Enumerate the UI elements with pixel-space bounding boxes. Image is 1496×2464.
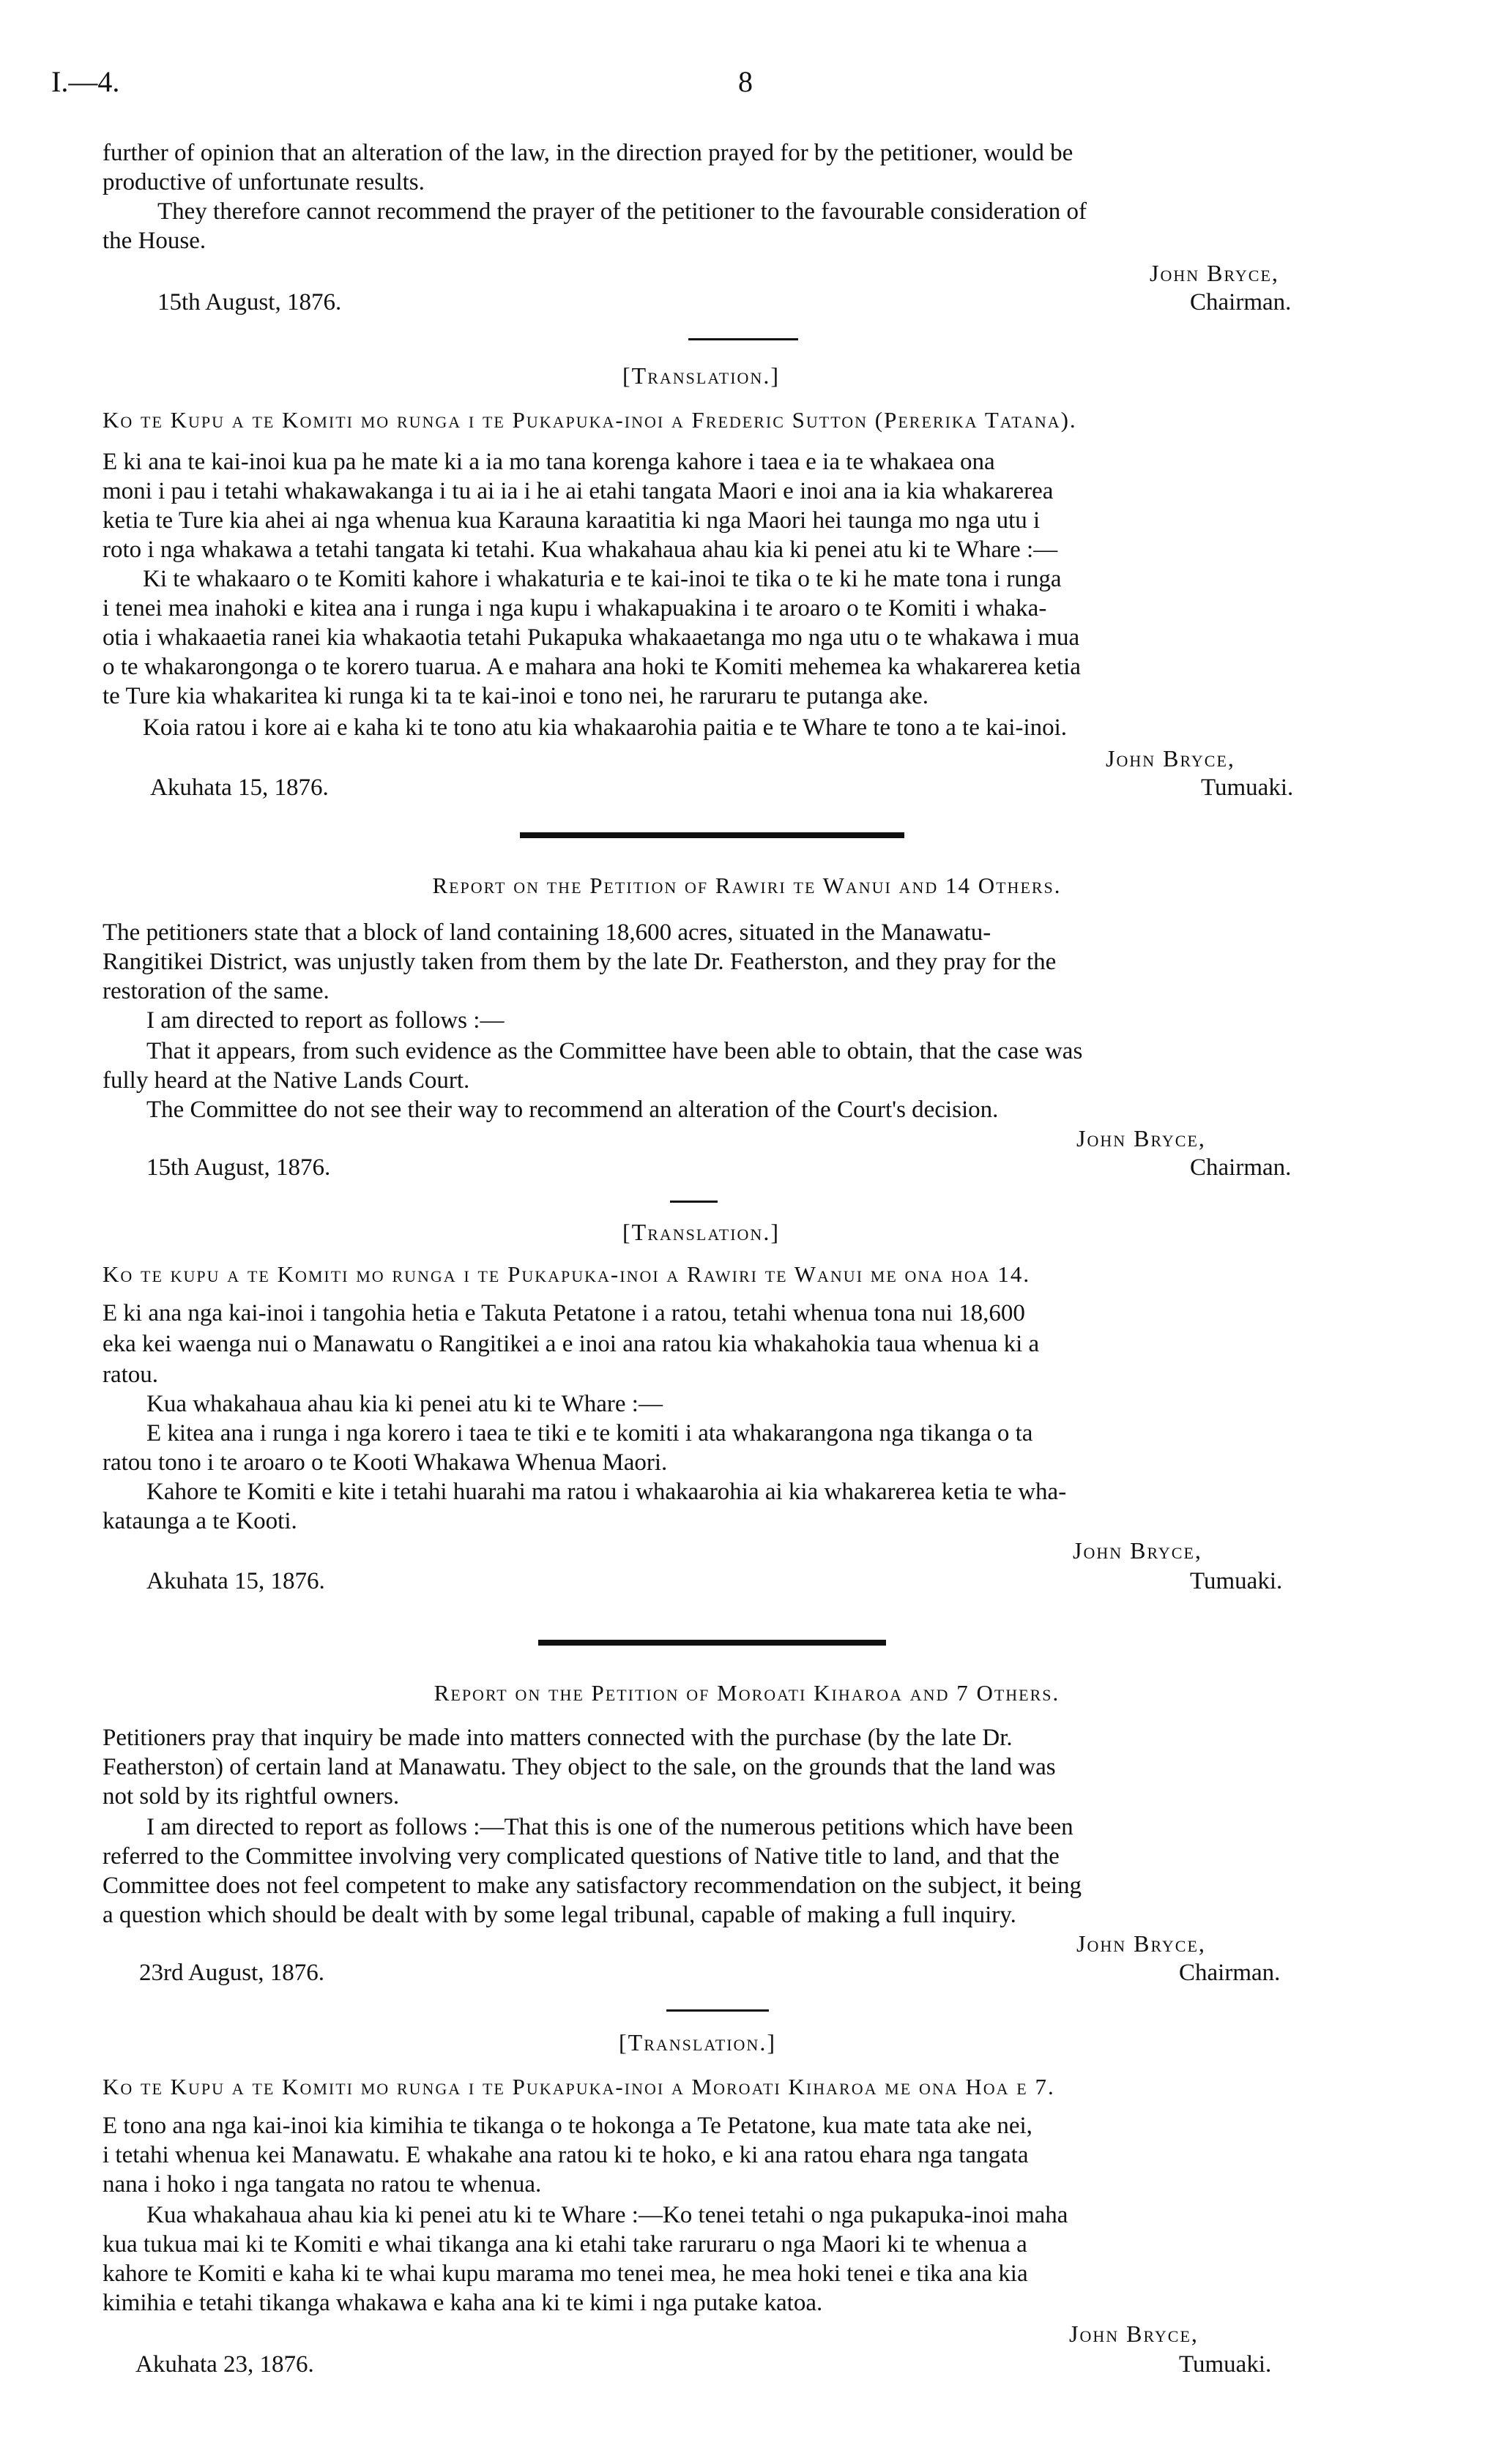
intro-line: further of opinion that an alteration of the law, in the direction prayed for by the petitioner, would be [103, 140, 1073, 166]
body-line: kimihia e tetahi tikanga whakawa e kaha ana ki te kimi i nga putake katoa. [103, 2290, 823, 2316]
body-line: referred to the Committee involving very complicated questions of Native title to land, and that the [103, 1843, 1060, 1870]
separator [670, 1201, 718, 1203]
body-line: restoration of the same. [103, 978, 330, 1004]
body-line: E ki ana te kai-inoi kua pa he mate ki a ia mo tana korenga kahore i taea e ia te whakaea ona [103, 449, 995, 475]
body-line: o te whakarongonga o te korero tuarua. A e mahara ana hoki te Komiti mehemea ka whakarerea ketia [103, 654, 1081, 680]
body-line: I am directed to report as follows :— [146, 1007, 505, 1034]
body-line: E kitea ana i runga i nga korero i taea te tiki e te komiti i ata whakarangona nga tikanga o ta [146, 1420, 1033, 1446]
body-line: kua tukua mai ki te Komiti e whai tikanga ana ki etahi take raruraru o nga Maori ki te whenua a [103, 2231, 1027, 2258]
page-ref: I.—4. [51, 65, 120, 98]
translation-label: [Translation.] [622, 1219, 780, 1245]
date: Akuhata 23, 1876. [135, 2351, 314, 2378]
body-line: E ki ana nga kai-inoi i tangohia hetia e Takuta Petatone i a ratou, tetahi whenua tona nui 18,600 [103, 1300, 1025, 1326]
signature-role: Tumuaki. [1179, 2351, 1272, 2378]
separator [666, 2009, 769, 2012]
signature: John Bryce, [1076, 1930, 1206, 1957]
body-line: moni i pau i tetahi whakawakanga i tu ai ia i he ai etahi tangata Maori e inoi ana ia kia whakarerea [103, 478, 1054, 504]
body-line: Petitioners pray that inquiry be made into matters connected with the purchase (by the late Dr. [103, 1725, 1013, 1751]
body-line: roto i nga whakawa a tetahi tangata ki tetahi. Kua whakahaua ahau kia ki penei atu ki te Whare :— [103, 537, 1058, 563]
signature: John Bryce, [1076, 1125, 1206, 1151]
signature: John Bryce, [1069, 2321, 1199, 2347]
separator [688, 338, 798, 340]
date: Akuhata 15, 1876. [146, 1568, 325, 1594]
body-line: nana i hoko i nga tangata no ratou te whenua. [103, 2171, 542, 2198]
body-line: fully heard at the Native Lands Court. [103, 1067, 470, 1094]
body-line: i tenei mea inahoki e kitea ana i runga i nga kupu i whakapuakina i te aroaro o te Komiti i whaka- [103, 595, 1047, 621]
translation-label: [Translation.] [622, 362, 780, 389]
body-line: a question which should be dealt with by some legal tribunal, capable of making a full inquiry. [103, 1902, 1016, 1928]
section-heading: Ko te Kupu a te Komiti mo runga i te Pukapuka-inoi a Moroati Kiharoa me ona Hoa e 7. [103, 2074, 1055, 2099]
section-heading: Ko te kupu a te Komiti mo runga i te Pukapuka-inoi a Rawiri te Wanui me ona hoa 14. [103, 1261, 1031, 1287]
body-line: kahore te Komiti e kaha ki te whai kupu marama mo tenei mea, he mea hoki tenei e tika ana kia [103, 2260, 1028, 2287]
page-number: 8 [738, 65, 753, 98]
body-line: That it appears, from such evidence as the Committee have been able to obtain, that the case was [146, 1038, 1083, 1064]
signature-role: Tumuaki. [1201, 774, 1294, 801]
date: 23rd August, 1876. [139, 1960, 325, 1986]
section-heading: Report on the Petition of Moroati Kiharoa and 7 Others. [433, 1680, 1060, 1706]
section-heading: Report on the Petition of Rawiri te Wanui and 14 Others. [432, 873, 1062, 898]
date: 15th August, 1876. [157, 289, 342, 316]
section-divider [538, 1640, 886, 1646]
body-line: Committee does not feel competent to make any satisfactory recommendation on the subject, it being [103, 1873, 1082, 1899]
body-line: ketia te Ture kia ahei ai nga whenua kua Karauna karaatitia ki nga Maori hei taunga mo nga utu i [103, 507, 1041, 534]
body-line: Kahore te Komiti e kite i tetahi huarahi ma ratou i whakaarohia ai kia whakarerea ketia te wha- [146, 1479, 1067, 1505]
body-line: te Ture kia whakaritea ki runga ki ta te kai-inoi e tono nei, he raruraru te putanga ake. [103, 683, 929, 709]
body-line: Kua whakahaua ahau kia ki penei atu ki te Whare :—Ko tenei tetahi o nga pukapuka-inoi maha [146, 2202, 1068, 2228]
date: Akuhata 15, 1876. [150, 774, 329, 801]
body-line: Rangitikei District, was unjustly taken from them by the late Dr. Featherston, and they pray for the [103, 949, 1057, 975]
body-line: The Committee do not see their way to recommend an alteration of the Court's decision. [146, 1097, 999, 1123]
intro-line: the House. [103, 228, 206, 254]
body-line: I am directed to report as follows :—That this is one of the numerous petitions which have been [146, 1814, 1073, 1840]
body-line: Kua whakahaua ahau kia ki penei atu ki te Whare :— [146, 1391, 663, 1417]
intro-line: productive of unfortunate results. [103, 169, 425, 195]
body-line: eka kei waenga nui o Manawatu o Rangitikei a e inoi ana ratou kia whakahokia taua whenua ki a [103, 1331, 1040, 1357]
body-line: kataunga a te Kooti. [103, 1508, 297, 1534]
signature: John Bryce, [1073, 1537, 1202, 1564]
body-line: Featherston) of certain land at Manawatu. They object to the sale, on the grounds that the land was [103, 1754, 1056, 1780]
intro-line: They therefore cannot recommend the prayer of the petitioner to the favourable consideration of [157, 198, 1087, 225]
section-divider [520, 832, 904, 838]
body-line: Koia ratou i kore ai e kaha ki te tono atu kia whakaarohia paitia e te Whare te tono a te kai-inoi. [143, 714, 1068, 741]
section-heading: Ko te Kupu a te Komiti mo runga i te Pukapuka-inoi a Frederic Sutton (Pererika Tatana). [103, 407, 1077, 433]
signature-role: Tumuaki. [1190, 1568, 1283, 1594]
body-line: E tono ana nga kai-inoi kia kimihia te tikanga o te hokonga a Te Petatone, kua mate tata ake nei, [103, 2113, 1032, 2139]
translation-label: [Translation.] [619, 2029, 776, 2056]
signature: John Bryce, [1106, 745, 1235, 772]
signature-role: Chairman. [1190, 289, 1292, 316]
body-line: ratou. [103, 1362, 159, 1388]
signature: John Bryce, [1150, 260, 1279, 286]
body-line: Ki te whakaaro o te Komiti kahore i whakaturia e te kai-inoi te tika o te ki he mate tona i runga [143, 566, 1062, 592]
signature-role: Chairman. [1190, 1154, 1292, 1181]
date: 15th August, 1876. [146, 1154, 331, 1181]
signature-role: Chairman. [1179, 1960, 1281, 1986]
body-line: not sold by its rightful owners. [103, 1783, 400, 1810]
body-line: The petitioners state that a block of land containing 18,600 acres, situated in the Manawatu- [103, 919, 991, 946]
body-line: ratou tono i te aroaro o te Kooti Whakawa Whenua Maori. [103, 1449, 668, 1476]
body-line: otia i whakaaetia ranei kia whakaotia tetahi Pukapuka whakaaetanga mo nga utu o te whakawa i mua [103, 624, 1080, 651]
body-line: i tetahi whenua kei Manawatu. E whakahe ana ratou ki te hoko, e ki ana ratou ehara nga tangata [103, 2142, 1029, 2168]
